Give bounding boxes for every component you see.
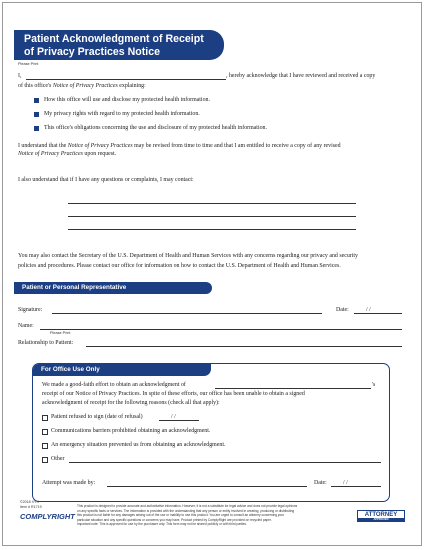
- bullet-item: This office's obligations concerning the use and disclosure of my protected health information.: [44, 125, 267, 131]
- disclaimer-line: this product is not liable for any damages arising out of the use or inability to use this product. You are urged to consult an attorney concerning your: [77, 513, 285, 518]
- contact-line-3[interactable]: [68, 229, 356, 230]
- office-patient-name-field[interactable]: [215, 388, 371, 389]
- disclaimer-line: This product is designed to provide accurate and authoritative information. However, it is not a substitute for legal advice and does not provide legal opinions: [77, 504, 298, 508]
- relationship-label: Relationship to Patient:: [18, 340, 74, 346]
- other-reason-field[interactable]: [69, 462, 381, 463]
- copyright-code: [20, 500, 42, 509]
- disclaimer-line: on any specific facts or services. The information is provided with the understanding that any person or entity involved in creating, producing or distributing: [77, 508, 295, 513]
- understand-c: may be revised from time to time and that I am entitled to receive a copy of any revised: [132, 143, 341, 149]
- ack-suffix: , hereby acknowledge that I have reviewed and received a copy: [226, 73, 376, 79]
- checkbox-communication[interactable]: [42, 429, 48, 435]
- option-communication: Communications barriers prohibited obtaining an acknowledgment.: [51, 428, 211, 434]
- disclaimer-line: Important note: This is approved for use by the purchaser only. This form may not be shared publicly or with third parties.: [77, 522, 247, 527]
- disclaimer-line: particular situation and any specific questions or concerns you may have. Product printed by ComplyRight are provided on recycled paper.: [77, 517, 272, 522]
- checkbox-emergency[interactable]: [42, 443, 48, 449]
- form-title-line2: of Privacy Practices Notice: [24, 46, 161, 58]
- bullet-item: My privacy rights with regard to my protected health information.: [44, 111, 200, 117]
- legal-disclaimer: [77, 504, 387, 527]
- office-date-field[interactable]: [331, 486, 381, 487]
- secretary-line2: policies and procedures. Please contact our office for information on how to contact the U.S. Department of Health and Human Services.: [18, 263, 341, 269]
- contact-line-2[interactable]: [68, 216, 356, 217]
- bullet-item: How this office will use and disclose my protected health information.: [44, 97, 210, 103]
- ack-line2: [18, 82, 146, 90]
- relationship-field[interactable]: [86, 346, 402, 347]
- ack-line2-notice: Notice of Privacy Practices: [52, 83, 118, 89]
- name-field[interactable]: [40, 329, 402, 330]
- attorney-badge-text: ATTORNEY: [364, 512, 398, 518]
- refusal-date-field[interactable]: [159, 420, 199, 421]
- signature-label: Signature:: [18, 307, 43, 313]
- secretary-line1: You may also contact the Secretary of the U.S. Department of Health and Human Services with any concerns regarding our privacy and security: [18, 253, 358, 259]
- ack-line2-a: of this office's: [18, 83, 53, 89]
- understand-notice-1: Notice of Privacy Practices: [67, 143, 133, 149]
- date-slashes: / /: [366, 307, 371, 313]
- date-field[interactable]: [354, 313, 402, 314]
- attorney-approved-badge: [357, 510, 405, 522]
- understand-paragraph: [18, 142, 413, 158]
- bullet-square-icon: [34, 98, 39, 103]
- bullet-square-icon: [34, 112, 39, 117]
- option-emergency: An emergency situation prevented us from obtaining an acknowledgment.: [51, 442, 226, 448]
- office-p1-suffix: 's: [372, 382, 376, 388]
- checkbox-refused[interactable]: [42, 415, 48, 421]
- understand-notice-2: Notice of Privacy Practices: [18, 151, 83, 157]
- checkbox-other[interactable]: [42, 457, 48, 463]
- understand-e: upon request.: [82, 151, 117, 157]
- form-title: [14, 30, 224, 60]
- please-print-label: Please Print: [18, 62, 39, 66]
- refusal-date-slashes: / /: [171, 414, 176, 420]
- complyright-logo: COMPLYRIGHT: [20, 512, 75, 521]
- signature-field[interactable]: [52, 313, 322, 314]
- attempt-by-field[interactable]: [107, 486, 307, 487]
- office-p3: acknowledgment of receipt for the following reasons (check all that apply):: [42, 400, 220, 406]
- contact-line-1[interactable]: [68, 203, 356, 204]
- option-refused: Patient refused to sign (date of refusal): [51, 414, 143, 420]
- item-number: Item # R1719: [20, 504, 42, 509]
- form-title-line1: Patient Acknowledgment of Receipt: [24, 33, 204, 45]
- ack-prefix: I,: [18, 73, 22, 79]
- section-patient-header: Patient or Personal Representative: [14, 282, 212, 294]
- office-use-header: For Office Use Only: [33, 364, 211, 376]
- bullet-square-icon: [34, 126, 39, 131]
- copyright-line: ©2018 XYX: [20, 500, 39, 504]
- office-date-slashes: / /: [343, 480, 348, 486]
- name-label: Name:: [18, 323, 34, 329]
- office-p1: We made a good-faith effort to obtain an acknowledgment of: [42, 382, 186, 388]
- understand-a: I understand that the: [18, 143, 68, 149]
- office-use-box: [32, 363, 390, 502]
- patient-name-input-line[interactable]: [26, 79, 226, 80]
- option-other: Other: [51, 456, 65, 462]
- date-label: Date:: [336, 307, 349, 313]
- ack-line2-c: explaining:: [117, 83, 146, 89]
- please-print-name: Please Print: [50, 331, 71, 335]
- attempt-label: Attempt was made by:: [42, 480, 96, 486]
- attorney-badge-sub: APPROVED: [358, 518, 404, 522]
- contact-text: I also understand that if I have any questions or complaints, I may contact:: [18, 177, 194, 183]
- office-p2: receipt of our Notice of Privacy Practices. In spite of these efforts, our office has been unable to obtain a signed: [42, 391, 305, 397]
- office-date-label: Date:: [314, 480, 327, 486]
